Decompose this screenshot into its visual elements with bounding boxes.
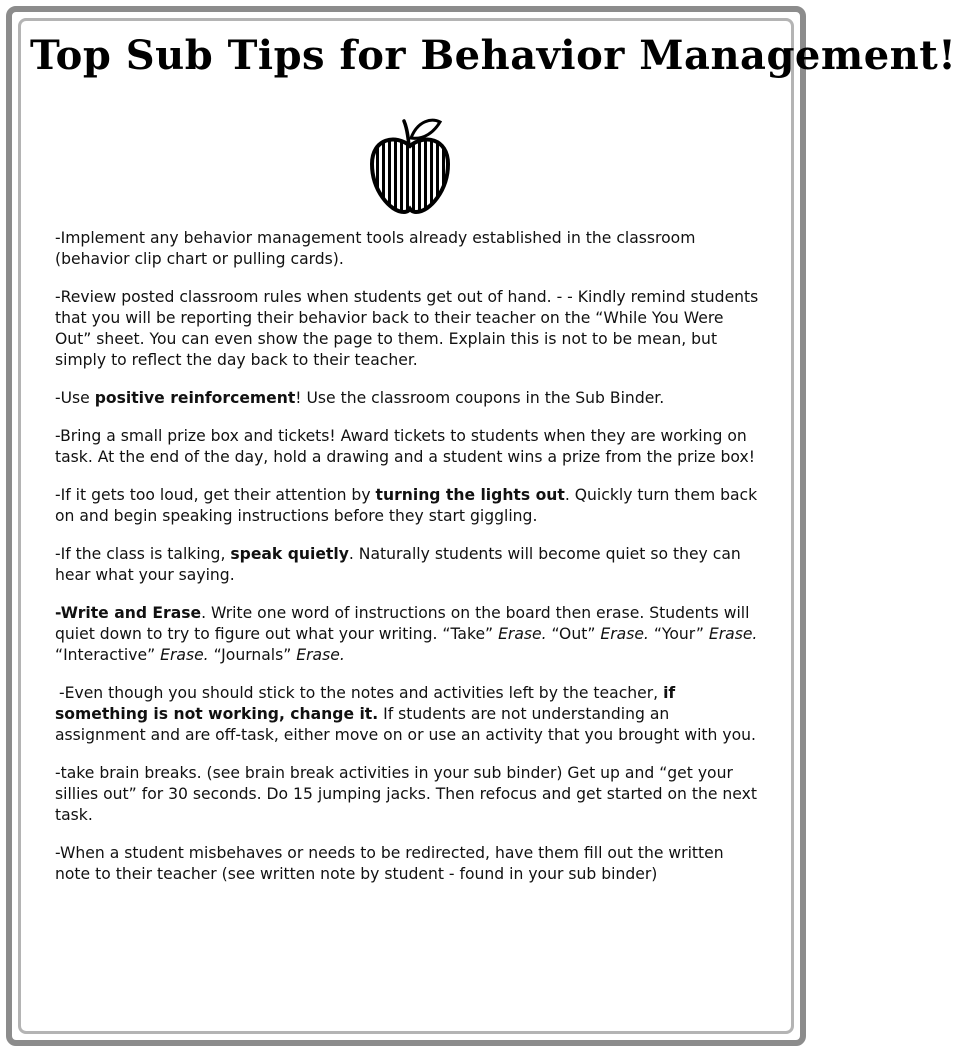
tip-emphasis: -Write and Erase	[55, 604, 202, 622]
tip-item: -When a student misbehaves or needs to be redirected, have them fill out the written note to their teacher (see written note by student - found in your sub binder)	[55, 844, 724, 883]
tip-item: -Bring a small prize box and tickets! Award tickets to students when they are working on task. At the end of the day, hold a drawing and a student wins a prize from the prize box!	[55, 427, 755, 466]
tip-word: “Journals”	[208, 646, 297, 664]
tip-item	[55, 388, 761, 409]
tip-text: -Use	[55, 389, 95, 407]
tip-erase: Erase.	[160, 646, 209, 664]
tip-text: . Naturally students will become quiet so they can hear what your saying.	[55, 545, 741, 584]
tip-text: . Quickly turn them back on and begin speaking instructions before they start giggling.	[55, 486, 758, 525]
tip-item: -Implement any behavior management tools already established in the classroom (behavior clip chart or pulling cards).	[55, 229, 696, 268]
tip-text: If students are not understanding an assignment and are off-task, either move on or use an activity that you brought with you.	[55, 705, 756, 744]
tip-text: -Even though you should stick to the notes and activities left by the teacher,	[59, 684, 664, 702]
tip-emphasis: positive reinforcement	[94, 389, 296, 407]
tip-text: . Write one word of instructions on the board then erase. Students will quiet down to try to figure out what your writing.	[55, 604, 750, 643]
striped-apple-icon	[366, 112, 454, 216]
tip-emphasis: speak quietly	[230, 545, 349, 563]
tip-word: “Take”	[437, 625, 499, 643]
tips-list	[55, 228, 761, 902]
tip-erase: Erase.	[600, 625, 649, 643]
tip-item	[55, 485, 761, 527]
tip-item	[55, 683, 761, 746]
tip-text: -If the class is talking,	[55, 545, 231, 563]
tip-item: -Review posted classroom rules when students get out of hand. - - Kindly remind students that you will be reporting their behavior back to their teacher on the “While You Were Out” sheet. You can even show the page to them. Explain this is not to be mean, but simply to reflect the day back to their teacher.	[55, 288, 759, 369]
tip-erase: Erase.	[498, 625, 547, 643]
tip-word: “Interactive”	[55, 646, 161, 664]
tip-item	[55, 603, 761, 666]
tip-emphasis: turning the lights out	[375, 486, 565, 504]
tip-emphasis: if something is not working, change it.	[55, 684, 676, 723]
tip-erase: Erase.	[708, 625, 758, 643]
tip-item	[55, 544, 761, 586]
tip-item: -take brain breaks. (see brain break activities in your sub binder) Get up and “get your sillies out” for 30 seconds. Do 15 jumping jacks. Then refocus and get started on the next task.	[55, 764, 757, 824]
tip-text: ! Use the classroom coupons in the Sub Binder.	[295, 389, 665, 407]
tip-word: “Out”	[546, 625, 601, 643]
tip-erase: Erase.	[296, 646, 345, 664]
tip-text: -If it gets too loud, get their attention by	[55, 486, 376, 504]
page-title: Top Sub Tips for Behavior Management!	[30, 32, 956, 79]
tip-word: “Your”	[648, 625, 709, 643]
